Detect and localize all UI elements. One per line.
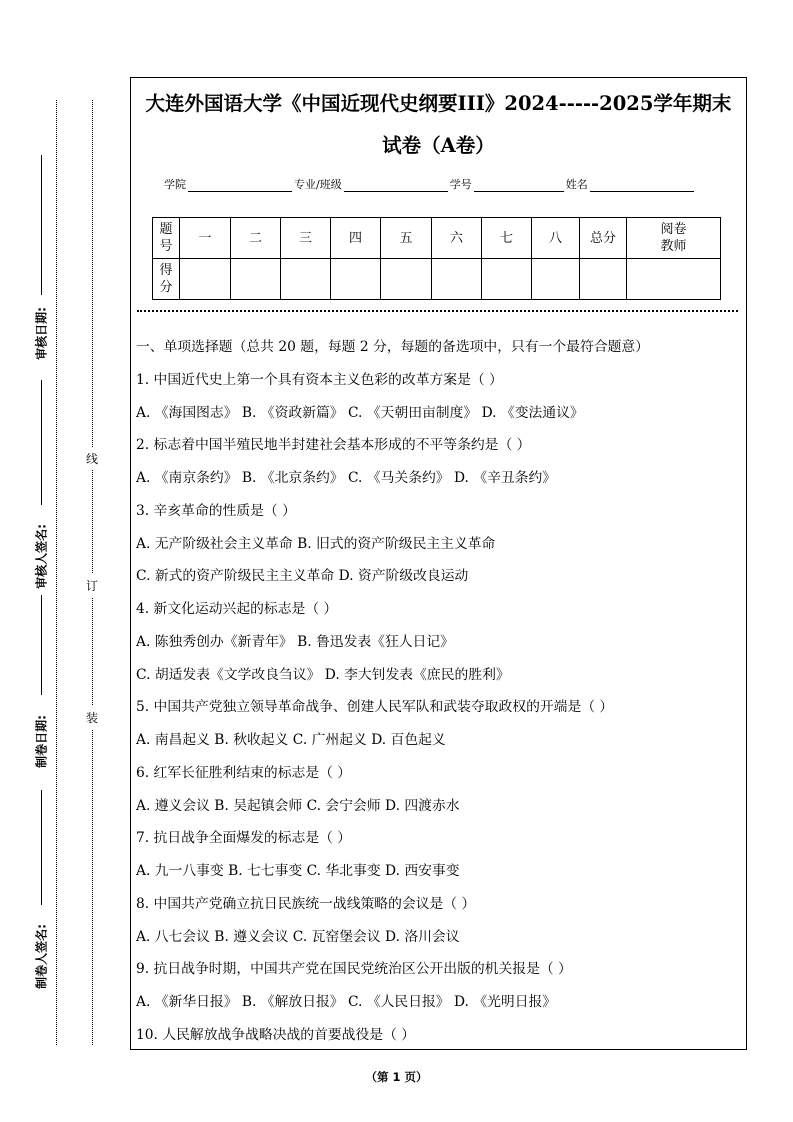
- col-6: 六: [432, 218, 482, 259]
- question-line: 4. 新文化运动兴起的标志是（ ）: [136, 601, 338, 617]
- exam-frame: [130, 77, 747, 1050]
- binding-mark-bind: 装: [86, 706, 98, 729]
- student-id-field[interactable]: [474, 179, 564, 192]
- maker-sign-label: 制卷人签名:: [34, 924, 49, 989]
- question-number-header: 题 号: [153, 218, 180, 259]
- name-label: 姓名: [565, 178, 588, 191]
- name-field[interactable]: [590, 179, 694, 192]
- make-date-line: [41, 595, 42, 695]
- question-line: 10. 人民解放战争战略决战的首要战役是（ ）: [136, 1027, 416, 1043]
- options-line: A. 九一八事变 B. 七七事变 C. 华北事变 D. 西安事变: [136, 863, 460, 879]
- col-4: 四: [331, 218, 381, 259]
- col-total: 总分: [580, 218, 627, 259]
- options-line: A. 无产阶级社会主义革命 B. 旧式的资产阶级民主主义革命: [136, 536, 496, 552]
- binding-dotted-rule: [92, 100, 93, 1045]
- options-line: A. 陈独秀创办《新青年》 B. 鲁迅发表《狂人日记》: [136, 634, 454, 650]
- binding-mark-order: 订: [86, 574, 98, 597]
- score-cell[interactable]: [331, 259, 381, 300]
- college-label: 学院: [164, 178, 186, 191]
- options-line: A. 遵义会议 B. 吴起镇会师 C. 会宁会师 D. 四渡赤水: [136, 798, 460, 814]
- col-5: 五: [381, 218, 432, 259]
- options-line: A. 八七会议 B. 遵义会议 C. 瓦窑堡会议 D. 洛川会议: [136, 929, 460, 945]
- score-cell[interactable]: [381, 259, 432, 300]
- binding-mark-line: 线: [86, 447, 98, 470]
- question-line: 9. 抗日战争时期，中国共产党在国民党统治区公开出版的机关报是（ ）: [136, 961, 572, 977]
- question-line: 8. 中国共产党确立抗日民族统一战线策略的会议是（ ）: [136, 896, 476, 912]
- score-cell[interactable]: [432, 259, 482, 300]
- col-8: 八: [532, 218, 580, 259]
- reviewer-sign-label: 审核人签名:: [34, 524, 49, 589]
- score-row-header: 得 分: [153, 259, 180, 300]
- col-3: 三: [281, 218, 331, 259]
- score-table: [152, 217, 721, 300]
- options-line: A. 南昌起义 B. 秋收起义 C. 广州起义 D. 百色起义: [136, 732, 446, 748]
- question-line: 1. 中国近代史上第一个具有资本主义色彩的改革方案是（ ）: [136, 372, 503, 388]
- make-date-label: 制卷日期:: [34, 715, 49, 768]
- question-line: 2. 标志着中国半殖民地半封建社会基本形成的不平等条约是（ ）: [136, 437, 531, 453]
- question-line: 6. 红军长征胜利结束的标志是（ ）: [136, 765, 352, 781]
- student-id-label: 学号: [449, 178, 472, 191]
- score-cell[interactable]: [281, 259, 331, 300]
- options-line: A. 《新华日报》 B. 《解放日报》 C. 《人民日报》 D. 《光明日报》: [136, 994, 557, 1010]
- review-date-line: [41, 155, 42, 295]
- exam-title-line2: 试卷（A卷）: [382, 134, 495, 157]
- col-2: 二: [231, 218, 281, 259]
- page-number: （第 1 页）: [365, 1070, 428, 1084]
- major-field[interactable]: [344, 179, 448, 192]
- score-cell[interactable]: [532, 259, 580, 300]
- score-cell[interactable]: [231, 259, 281, 300]
- score-cell[interactable]: [580, 259, 627, 300]
- exam-title-line1: 大连外国语大学《中国近现代史纲要III》2024-----2025学年期末: [145, 92, 732, 115]
- left-dotted-rule: [56, 100, 57, 1045]
- review-date-label: 审核日期:: [34, 307, 49, 360]
- section-separator: [137, 310, 738, 312]
- question-line: 7. 抗日战争全面爆发的标志是（ ）: [136, 830, 352, 846]
- score-cell[interactable]: [180, 259, 231, 300]
- section-heading: 一、单项选择题（总共 20 题，每题 2 分，每题的备选项中，只有一个最符合题意）: [136, 339, 649, 355]
- major-label: 专业/班级: [294, 178, 342, 191]
- options-line: A. 《南京条约》 B. 《北京条约》 C. 《马关条约》 D. 《辛丑条约》: [136, 470, 557, 486]
- question-line: 3. 辛亥革命的性质是（ ）: [136, 503, 296, 519]
- reviewer-sign-line: [41, 380, 42, 505]
- college-field[interactable]: [188, 179, 292, 192]
- options-line: C. 新式的资产阶级民主主义革命 D. 资产阶级改良运动: [136, 568, 469, 584]
- options-line: A. 《海国图志》 B. 《资政新篇》 C. 《天朝田亩制度》 D. 《变法通议》: [136, 405, 584, 421]
- student-info-row: [164, 176, 696, 192]
- options-line: C. 胡适发表《文学改良刍议》 D. 李大钊发表《庶民的胜利》: [136, 667, 510, 683]
- col-1: 一: [180, 218, 231, 259]
- question-line: 5. 中国共产党独立领导革命战争、创建人民军队和武装夺取政权的开端是（ ）: [136, 699, 614, 715]
- score-cell[interactable]: [482, 259, 532, 300]
- col-7: 七: [482, 218, 532, 259]
- reviewer-header: 阅卷 教师: [627, 218, 721, 259]
- maker-sign-line: [41, 790, 42, 905]
- reviewer-cell[interactable]: [627, 259, 721, 300]
